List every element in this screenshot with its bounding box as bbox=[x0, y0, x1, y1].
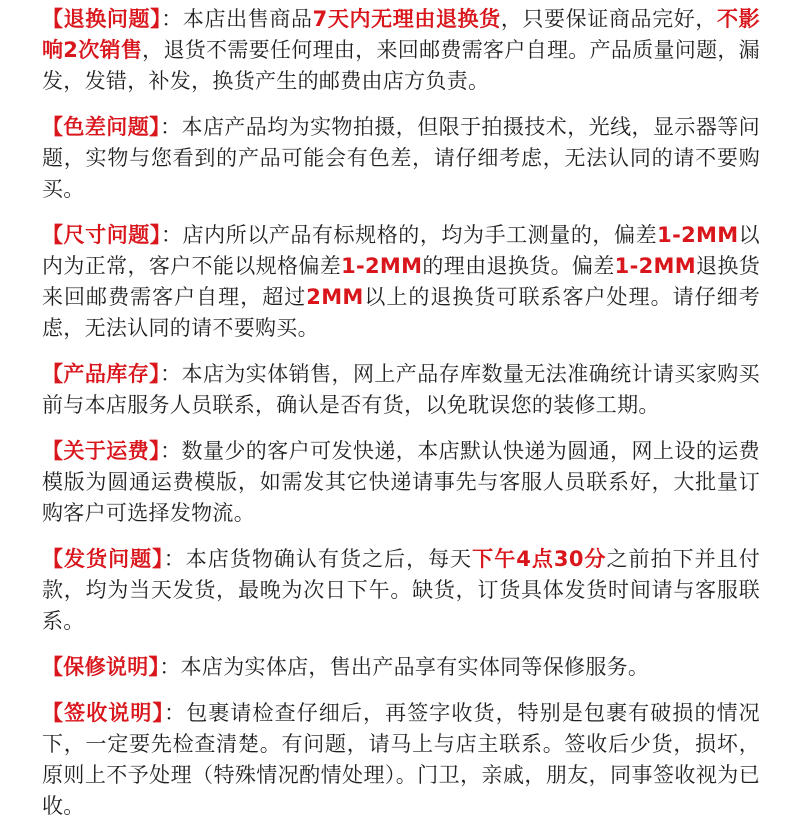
highlight-text: 1-2MM bbox=[614, 254, 696, 278]
title-colon: ： bbox=[160, 362, 182, 386]
section-text: 的理由退换货。偏差 bbox=[422, 254, 615, 278]
section-text: ，退货不需要任何理由，来回邮费需客户自理。产品质量问题，漏发，发错，补发，换货产生的邮费由店方负责。 bbox=[42, 38, 760, 93]
section-title-stock: 【产品库存】 bbox=[42, 362, 161, 386]
section-text: 以上的退换货可联系客户处理。请仔细考虑，无法认同的请不要购买。 bbox=[42, 285, 760, 340]
title-colon: ： bbox=[161, 7, 183, 31]
section-text: 以内为正常，客户不能以规格偏差 bbox=[42, 223, 760, 278]
section-title-color-difference: 【色差问题】 bbox=[42, 115, 161, 139]
section-text: 本店出售商品 bbox=[182, 7, 313, 31]
policy-section-dispatch bbox=[42, 544, 760, 637]
section-title-signing: 【签收说明】 bbox=[42, 701, 165, 725]
section-text: 本店货物确认有货之后，每天 bbox=[185, 547, 473, 571]
section-text: 本店为实体销售，网上产品存库数量无法准确统计请买家购买前与本店服务人员联系，确认是否有货，以免耽误您的装修工期。 bbox=[42, 362, 760, 417]
title-colon: ： bbox=[160, 115, 182, 139]
policy-section-shipping-fee bbox=[42, 436, 760, 529]
title-colon: ： bbox=[160, 439, 182, 463]
policy-section-signing bbox=[42, 698, 760, 822]
section-text: ，只要保证商品完好， bbox=[500, 7, 718, 31]
section-title-shipping-fee: 【关于运费】 bbox=[42, 439, 161, 463]
title-colon: ： bbox=[159, 655, 181, 679]
section-title-dispatch: 【发货问题】 bbox=[42, 547, 164, 571]
section-text: 本店为实体店，售出产品享有实体同等保修服务。 bbox=[180, 655, 650, 679]
policy-section-color-difference bbox=[42, 112, 760, 205]
section-text: 退换货来回邮费需客户自理，超过 bbox=[42, 254, 760, 309]
section-text: 数量少的客户可发快递，本店默认快递为圆通，网上设的运费模版为圆通运费模版，如需发其它快递请事先与客服人员联系好，大批量订购客户可选择发物流。 bbox=[42, 439, 760, 525]
highlight-text: 不影响2次销售 bbox=[42, 7, 760, 62]
policy-section-size bbox=[42, 220, 760, 344]
title-colon: ： bbox=[164, 701, 187, 725]
policy-section-returns bbox=[42, 4, 760, 97]
highlight-text: 7天内无理由退换货 bbox=[312, 7, 501, 31]
section-text: 之前拍下并且付款，均为当天发货，最晚为次日下午。缺货，订货具体发货时间请与客服联系。 bbox=[42, 547, 760, 633]
highlight-text: 下午4点30分 bbox=[472, 547, 607, 571]
section-title-returns: 【退换问题】 bbox=[42, 7, 162, 31]
highlight-text: 1-2MM bbox=[657, 223, 739, 247]
policy-section-stock bbox=[42, 359, 760, 421]
highlight-text: 1-2MM bbox=[341, 254, 423, 278]
section-title-warranty: 【保修说明】 bbox=[42, 655, 160, 679]
section-text: 包裹请检查仔细后，再签字收货，特别是包裹有破损的情况下，一定要先检查清楚。有问题，请马上与店主联系。签收后少货，损坏，原则上不予处理（特殊情况酌情处理）。门卫，亲戚，朋友，同事签收视为已收。 bbox=[42, 701, 760, 818]
title-colon: ： bbox=[163, 547, 186, 571]
title-colon: ： bbox=[160, 223, 183, 247]
section-title-size: 【尺寸问题】 bbox=[42, 223, 161, 247]
section-text: 店内所以产品有标规格的，均为手工测量的，偏差 bbox=[182, 223, 658, 247]
policy-section-warranty bbox=[42, 652, 760, 683]
section-text: 本店产品均为实物拍摄，但限于拍摄技术，光线，显示器等问题，实物与您看到的产品可能会有色差，请仔细考虑，无法认同的请不要购买。 bbox=[42, 115, 760, 201]
highlight-text: 2MM bbox=[306, 285, 364, 309]
